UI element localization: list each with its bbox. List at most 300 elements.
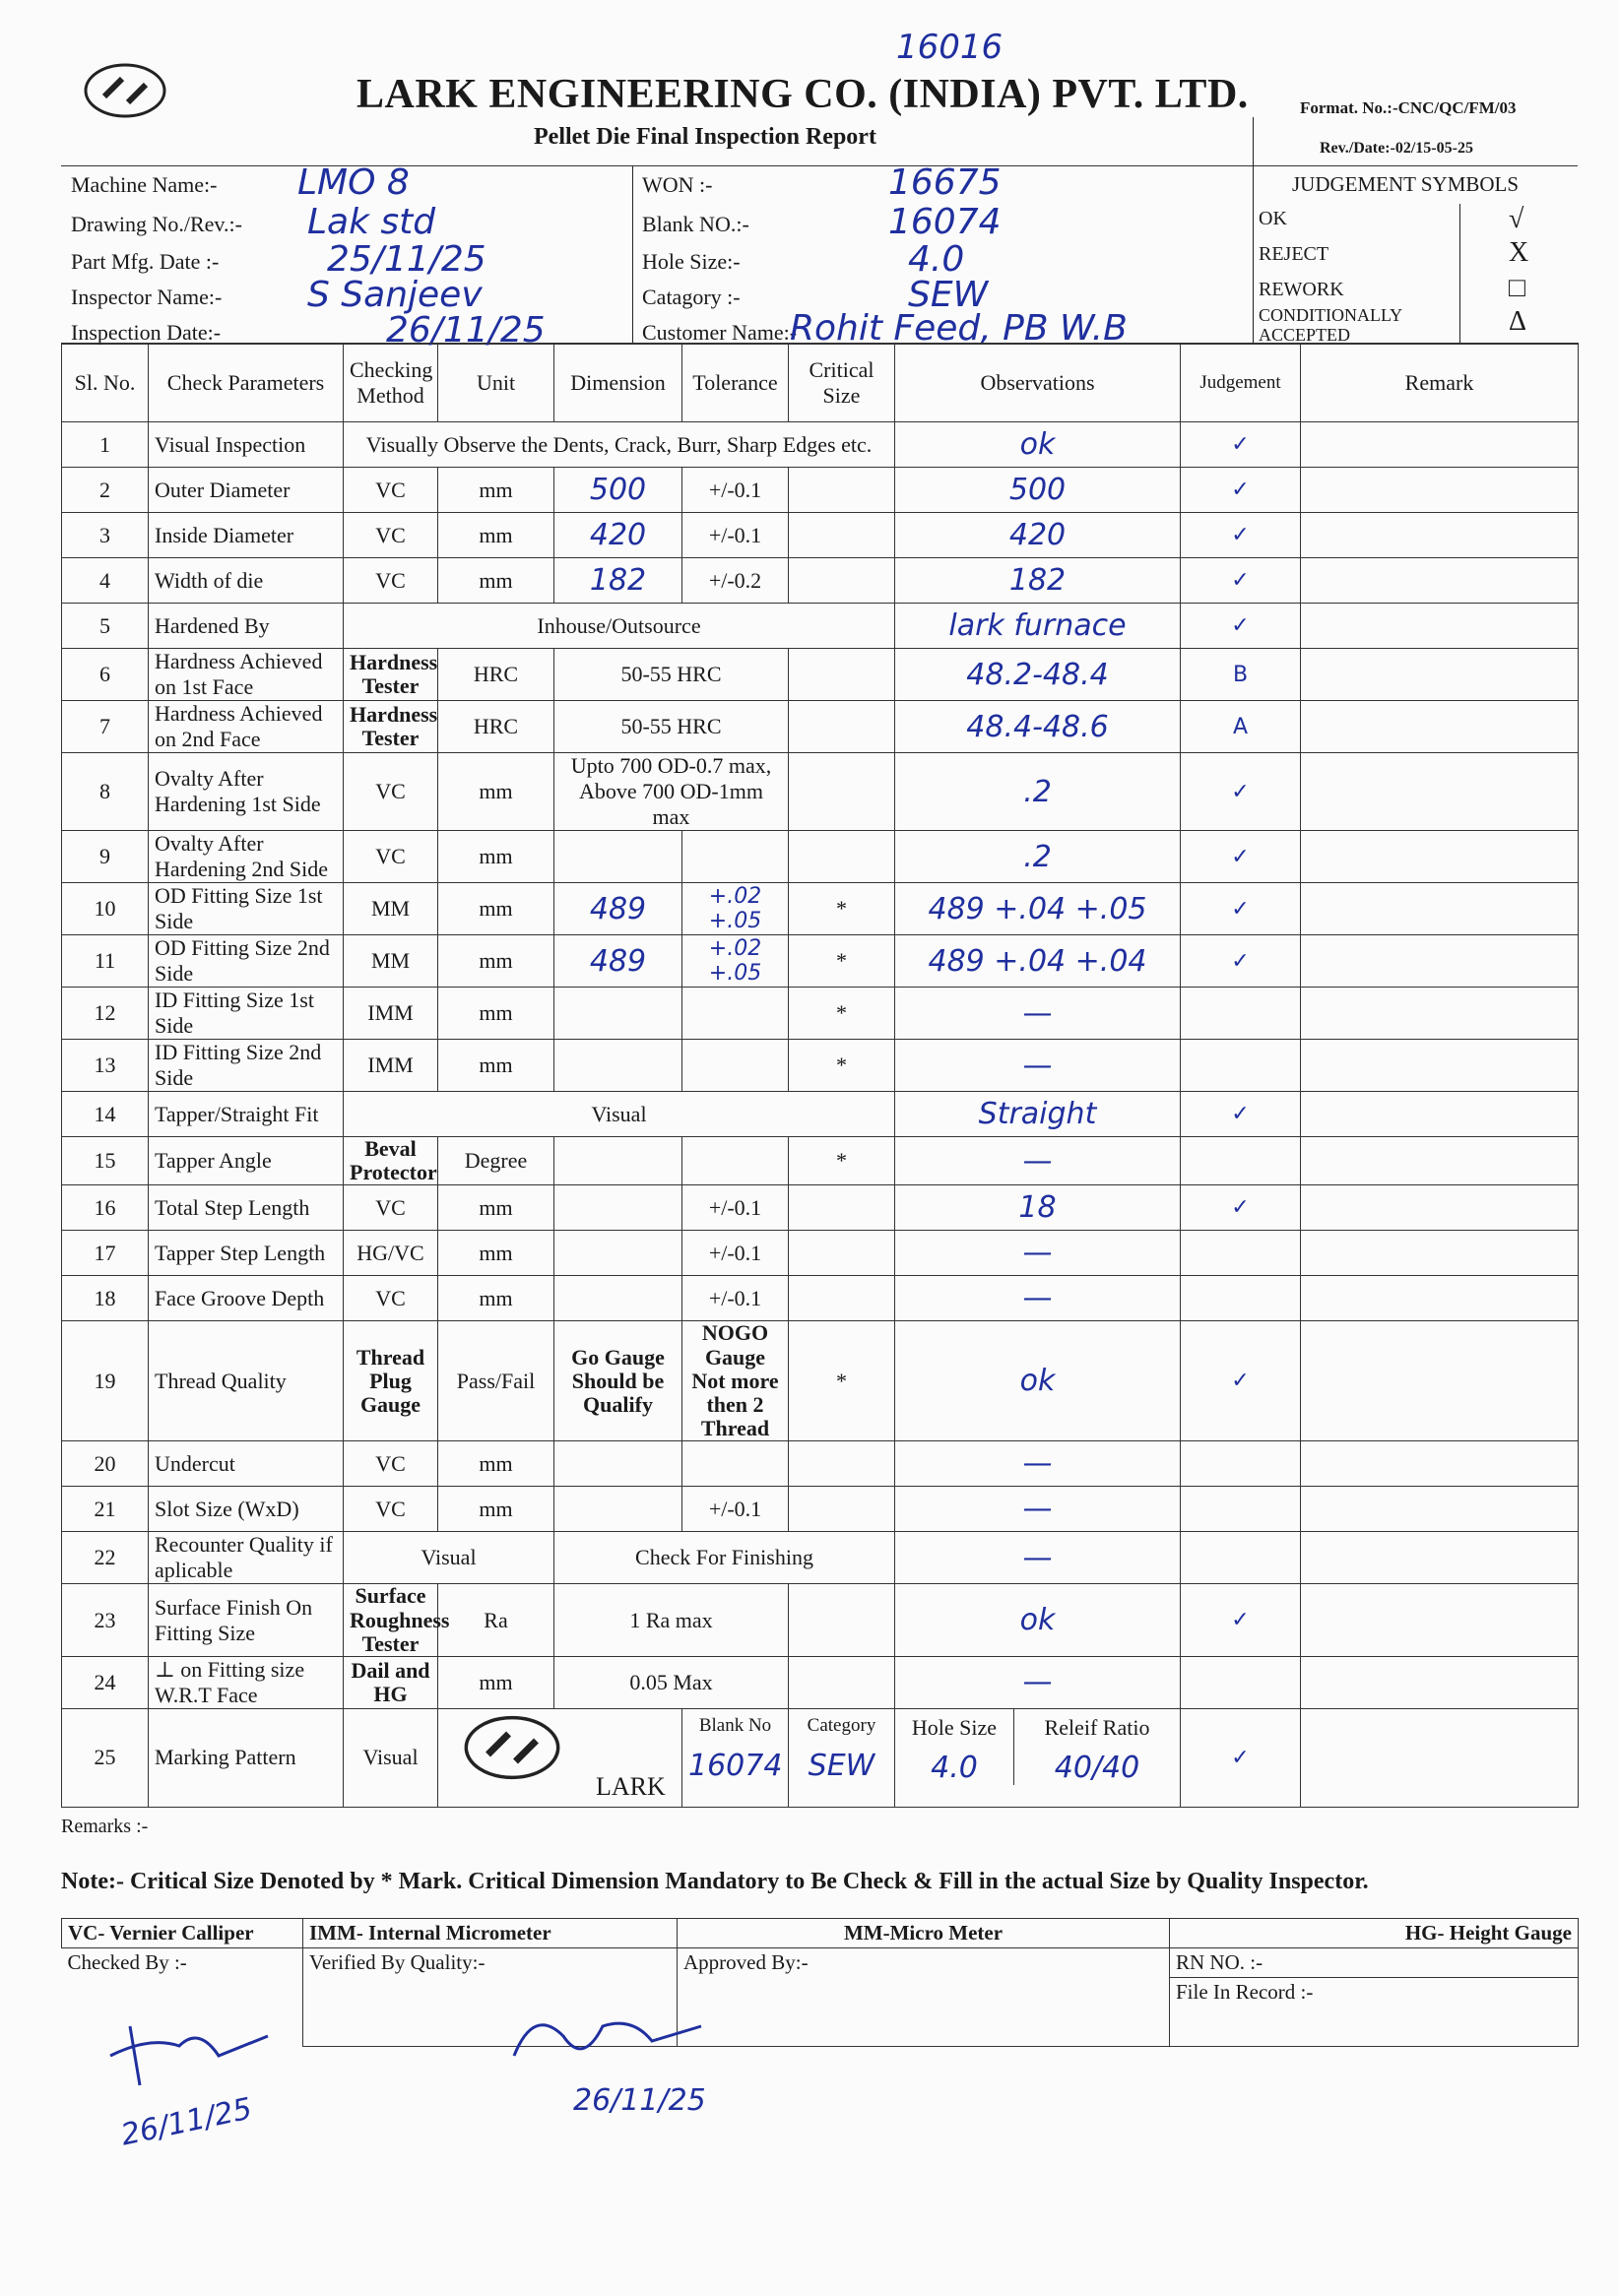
judgement-symbols-title: JUDGEMENT SYMBOLS: [1292, 172, 1520, 196]
document-number-stamp: 16016: [896, 28, 1004, 67]
remark-cell: [1301, 1708, 1579, 1807]
sl-cell: 16: [62, 1185, 149, 1231]
sl-cell: 21: [62, 1487, 149, 1532]
file-record-label: File In Record :-: [1176, 1980, 1314, 2004]
table-row: [62, 701, 1579, 753]
remark-cell: [1301, 1231, 1579, 1276]
param-cell: Hardness Achieved on 2nd Face: [149, 701, 344, 753]
param-cell: Ovalty After Hardening 2nd Side: [149, 831, 344, 883]
merged-spec-cell: Inhouse/Outsource: [344, 604, 895, 649]
observation-cell: ok: [895, 1321, 1181, 1441]
sl-cell: 14: [62, 1092, 149, 1137]
judgement-cell: [1181, 1656, 1301, 1708]
remark-cell: [1301, 1040, 1579, 1092]
col-dimension: Dimension: [554, 344, 682, 422]
table-row: [62, 1584, 1579, 1657]
critical-cell: [789, 1584, 895, 1657]
remark-cell: [1301, 649, 1579, 701]
method-cell: Visual: [344, 1708, 438, 1807]
table-row: [62, 1092, 1579, 1137]
remark-cell: [1301, 468, 1579, 513]
observation-cell: —: [895, 1231, 1181, 1276]
judgement-cell: ✓: [1181, 1584, 1301, 1657]
param-cell: Recounter Quality if aplicable: [149, 1532, 344, 1584]
critical-cell: [789, 468, 895, 513]
judgement-cell: [1181, 1231, 1301, 1276]
unit-cell: mm: [438, 831, 554, 883]
param-cell: Hardened By: [149, 604, 344, 649]
category-label-cell: Category: [807, 1714, 876, 1736]
inspector-value: S Sanjeev: [307, 275, 483, 315]
table-row: [62, 468, 1579, 513]
spec-cell: Check For Finishing: [554, 1532, 895, 1584]
method-cell: Surface Roughness Tester: [344, 1584, 438, 1657]
method-cell: HG/VC: [344, 1231, 438, 1276]
ok-symbol-icon: √: [1509, 204, 1524, 234]
judgement-cell: ✓: [1181, 1092, 1301, 1137]
checked-by-date: 26/11/25: [117, 2091, 255, 2153]
judgement-cell: ✓: [1181, 1708, 1301, 1807]
dimension-cell: Go Gauge Should be Qualify: [554, 1321, 682, 1441]
tolerance-cell: +/-0.1: [682, 1185, 789, 1231]
observation-cell: 182: [895, 558, 1181, 604]
hole-relief-cell: [895, 1708, 1181, 1807]
table-row: [62, 1040, 1579, 1092]
remark-cell: [1301, 422, 1579, 468]
critical-cell: [789, 649, 895, 701]
brand-cell: [438, 1708, 682, 1807]
param-cell: Tapper/Straight Fit: [149, 1092, 344, 1137]
checked-by-signature-icon: [91, 1997, 288, 2115]
param-cell: Marking Pattern: [149, 1708, 344, 1807]
conditional-label: CONDITIONALLY ACCEPTED: [1259, 305, 1402, 345]
param-cell: ID Fitting Size 2nd Side: [149, 1040, 344, 1092]
tolerance-cell: [682, 1441, 789, 1487]
remark-cell: [1301, 513, 1579, 558]
critical-cell: [789, 1276, 895, 1321]
param-cell: OD Fitting Size 2nd Side: [149, 935, 344, 988]
param-cell: OD Fitting Size 1st Side: [149, 883, 344, 935]
method-cell: Hardness Tester: [344, 649, 438, 701]
judgement-cell: [1181, 988, 1301, 1040]
sl-cell: 9: [62, 831, 149, 883]
observation-cell: —: [895, 1040, 1181, 1092]
col-param: Check Parameters: [149, 344, 344, 422]
critical-cell: [789, 1656, 895, 1708]
method-cell: VC: [344, 513, 438, 558]
observation-cell: 18: [895, 1185, 1181, 1231]
observation-cell: —: [895, 1656, 1181, 1708]
sl-cell: 18: [62, 1276, 149, 1321]
spec-cell: 1 Ra max: [554, 1584, 789, 1657]
sl-cell: 22: [62, 1532, 149, 1584]
category-cell: [789, 1708, 895, 1807]
marking-row: [62, 1708, 1579, 1807]
method-cell: IMM: [344, 988, 438, 1040]
spec-cell: Upto 700 OD-0.7 max, Above 700 OD-1mm max: [554, 753, 789, 831]
remark-cell: [1301, 988, 1579, 1040]
blank-no-value: 16074: [688, 1748, 783, 1783]
method-cell: MM: [344, 935, 438, 988]
spec-cell: 0.05 Max: [554, 1656, 789, 1708]
param-cell: Surface Finish On Fitting Size: [149, 1584, 344, 1657]
sl-cell: 6: [62, 649, 149, 701]
method-cell: VC: [344, 1441, 438, 1487]
dimension-cell: [554, 1185, 682, 1231]
unit-cell: mm: [438, 1276, 554, 1321]
judgement-cell: ✓: [1181, 883, 1301, 935]
company-name: LARK ENGINEERING CO. (INDIA) PVT. LTD.: [356, 72, 1249, 117]
judgement-cell: [1181, 1487, 1301, 1532]
remark-cell: [1301, 604, 1579, 649]
method-cell: Visual: [344, 1532, 554, 1584]
merged-spec-cell: Visually Observe the Dents, Crack, Burr, Sharp Edges etc.: [344, 422, 895, 468]
judgement-cell: [1181, 1276, 1301, 1321]
tolerance-cell: +/-0.1: [682, 513, 789, 558]
param-cell: Ovalty After Hardening 1st Side: [149, 753, 344, 831]
method-cell: Hardness Tester: [344, 701, 438, 753]
dimension-cell: [554, 1040, 682, 1092]
table-row: [62, 1137, 1579, 1185]
judgement-symbols: [1253, 204, 1578, 344]
observation-cell: —: [895, 1276, 1181, 1321]
remark-cell: [1301, 1185, 1579, 1231]
judgement-cell: ✓: [1181, 935, 1301, 988]
table-row: [62, 1487, 1579, 1532]
method-cell: VC: [344, 1185, 438, 1231]
param-cell: Hardness Achieved on 1st Face: [149, 649, 344, 701]
remark-cell: [1301, 1321, 1579, 1441]
param-cell: Total Step Length: [149, 1185, 344, 1231]
legend-hg: HG- Height Gauge: [1170, 1919, 1579, 1948]
unit-cell: mm: [438, 1185, 554, 1231]
dimension-cell: 489: [554, 883, 682, 935]
table-row: [62, 604, 1579, 649]
unit-cell: HRC: [438, 701, 554, 753]
table-row: [62, 1441, 1579, 1487]
col-sl: Sl. No.: [62, 344, 149, 422]
inspection-report: [61, 57, 1578, 2153]
param-cell: Thread Quality: [149, 1321, 344, 1441]
sl-cell: 10: [62, 883, 149, 935]
hole-size-value: 4.0: [931, 1750, 978, 1785]
footer-block: [61, 1918, 1578, 2153]
customer-label: Customer Name:-: [642, 320, 798, 345]
remark-cell: [1301, 753, 1579, 831]
remark-cell: [1301, 935, 1579, 988]
table-row: [62, 831, 1579, 883]
judgement-cell: B: [1181, 649, 1301, 701]
dimension-cell: [554, 1441, 682, 1487]
unit-cell: mm: [438, 988, 554, 1040]
param-cell: ID Fitting Size 1st Side: [149, 988, 344, 1040]
verified-by-date: 26/11/25: [573, 2083, 706, 2118]
table-row: [62, 1185, 1579, 1231]
blank-no-label: Blank No: [698, 1714, 772, 1736]
table-row: [62, 753, 1579, 831]
tolerance-cell: +/-0.1: [682, 468, 789, 513]
customer-value: Rohit Feed, PB W.B: [790, 308, 1128, 349]
col-tolerance: Tolerance: [682, 344, 789, 422]
critical-cell: *: [789, 1321, 895, 1441]
table-row: [62, 558, 1579, 604]
merged-spec-cell: Visual: [344, 1092, 895, 1137]
mfg-date-label: Part Mfg. Date :-: [71, 249, 220, 274]
critical-cell: [789, 753, 895, 831]
reject-label: REJECT: [1259, 243, 1329, 265]
observation-cell: ok: [895, 422, 1181, 468]
sl-cell: 1: [62, 422, 149, 468]
tolerance-cell: [682, 1137, 789, 1185]
verified-by-signature-icon: [494, 1997, 711, 2085]
judgement-cell: A: [1181, 701, 1301, 753]
critical-cell: *: [789, 988, 895, 1040]
unit-cell: mm: [438, 753, 554, 831]
table-row: [62, 649, 1579, 701]
observation-cell: lark furnace: [895, 604, 1181, 649]
critical-cell: [789, 1487, 895, 1532]
critical-cell: *: [789, 935, 895, 988]
remarks-label: Remarks :-: [61, 1815, 149, 1837]
sl-cell: 8: [62, 753, 149, 831]
method-cell: MM: [344, 883, 438, 935]
method-cell: VC: [344, 831, 438, 883]
unit-cell: mm: [438, 468, 554, 513]
method-cell: Beval Protector: [344, 1137, 438, 1185]
report-title: Pellet Die Final Inspection Report: [534, 124, 876, 150]
table-row: [62, 1231, 1579, 1276]
remark-cell: [1301, 1441, 1579, 1487]
critical-cell: [789, 1441, 895, 1487]
unit-cell: mm: [438, 883, 554, 935]
method-cell: VC: [344, 1487, 438, 1532]
judgement-cell: ✓: [1181, 604, 1301, 649]
col-observations: Observations: [895, 344, 1181, 422]
dimension-cell: [554, 1137, 682, 1185]
method-cell: VC: [344, 1276, 438, 1321]
judgement-cell: [1181, 1137, 1301, 1185]
revision-date: Rev./Date:-02/15-05-25: [1320, 140, 1473, 157]
unit-cell: Ra: [438, 1584, 554, 1657]
critical-cell: *: [789, 1040, 895, 1092]
critical-cell: [789, 558, 895, 604]
sl-cell: 2: [62, 468, 149, 513]
hole-value: 4.0: [908, 239, 965, 280]
inspector-label: Inspector Name:-: [71, 285, 223, 309]
observation-cell: 489 +.04 +.05: [895, 883, 1181, 935]
judgement-cell: ✓: [1181, 831, 1301, 883]
table-row: [62, 988, 1579, 1040]
method-cell: Thread Plug Gauge: [344, 1321, 438, 1441]
inspection-date-label: Inspection Date:-: [71, 320, 222, 345]
tolerance-cell: [682, 988, 789, 1040]
ok-label: OK: [1259, 208, 1287, 229]
tolerance-cell: +.02 +.05: [682, 935, 789, 988]
remark-cell: [1301, 883, 1579, 935]
param-cell: Visual Inspection: [149, 422, 344, 468]
tolerance-cell: +/-0.2: [682, 558, 789, 604]
company-logo-icon: [83, 61, 167, 120]
tolerance-cell: [682, 1040, 789, 1092]
critical-cell: [789, 831, 895, 883]
sl-cell: 24: [62, 1656, 149, 1708]
param-cell: Undercut: [149, 1441, 344, 1487]
unit-cell: Degree: [438, 1137, 554, 1185]
dimension-cell: [554, 1487, 682, 1532]
col-judgement: Judgement: [1181, 344, 1301, 422]
observation-cell: —: [895, 988, 1181, 1040]
col-unit: Unit: [438, 344, 554, 422]
method-cell: VC: [344, 558, 438, 604]
col-critical: Critical Size: [789, 344, 895, 422]
relief-ratio-value: 40/40: [1054, 1750, 1140, 1785]
tolerance-cell: +.02 +.05: [682, 883, 789, 935]
judgement-cell: [1181, 1532, 1301, 1584]
sl-cell: 12: [62, 988, 149, 1040]
observation-cell: 500: [895, 468, 1181, 513]
brand-text: LARK: [596, 1771, 666, 1801]
unit-cell: mm: [438, 1231, 554, 1276]
legend-mm: MM-Micro Meter: [678, 1919, 1170, 1948]
dimension-cell: 182: [554, 558, 682, 604]
param-cell: Tapper Step Length: [149, 1231, 344, 1276]
unit-cell: mm: [438, 935, 554, 988]
approved-by-label: Approved By:-: [678, 1948, 1170, 2047]
sl-cell: 7: [62, 701, 149, 753]
won-value: 16675: [888, 162, 1002, 203]
lark-logo-icon: [448, 1713, 576, 1782]
sl-cell: 25: [62, 1708, 149, 1807]
format-number: Format. No.:-CNC/QC/FM/03: [1300, 98, 1517, 117]
param-cell: Inside Diameter: [149, 513, 344, 558]
param-cell: Face Groove Depth: [149, 1276, 344, 1321]
col-remark: Remark: [1301, 344, 1579, 422]
param-cell: Outer Diameter: [149, 468, 344, 513]
table-row: [62, 1656, 1579, 1708]
dimension-cell: 489: [554, 935, 682, 988]
sl-cell: 3: [62, 513, 149, 558]
unit-cell: mm: [438, 1040, 554, 1092]
blank-label: Blank NO.:-: [642, 212, 749, 236]
critical-cell: [789, 1231, 895, 1276]
sl-cell: 11: [62, 935, 149, 988]
table-row: [62, 513, 1579, 558]
param-cell: Width of die: [149, 558, 344, 604]
inspection-date-value: 26/11/25: [386, 310, 546, 351]
mfg-date-value: 25/11/25: [327, 239, 486, 280]
remark-cell: [1301, 1584, 1579, 1657]
table-row: [62, 1276, 1579, 1321]
category-value-cell: SEW: [808, 1748, 875, 1783]
observation-cell: Straight: [895, 1092, 1181, 1137]
table-row: [62, 1321, 1579, 1441]
judgement-cell: ✓: [1181, 1321, 1301, 1441]
conditional-symbol-icon: Δ: [1509, 306, 1527, 337]
unit-cell: mm: [438, 513, 554, 558]
sl-cell: 5: [62, 604, 149, 649]
dimension-cell: [554, 1276, 682, 1321]
sl-cell: 4: [62, 558, 149, 604]
rework-label: REWORK: [1259, 279, 1344, 300]
drawing-label: Drawing No./Rev.:-: [71, 212, 242, 236]
remark-cell: [1301, 1656, 1579, 1708]
judgement-cell: ✓: [1181, 1185, 1301, 1231]
critical-note: Note:- Critical Size Denoted by * Mark. Critical Dimension Mandatory to Be Check & Fill in the actual Size by Quality Inspector.: [61, 1869, 1369, 1894]
tolerance-cell: +/-0.1: [682, 1276, 789, 1321]
category-label: Catagory :-: [642, 285, 741, 309]
judgement-cell: ✓: [1181, 513, 1301, 558]
unit-cell: HRC: [438, 649, 554, 701]
sl-cell: 13: [62, 1040, 149, 1092]
remark-cell: [1301, 831, 1579, 883]
sl-cell: 20: [62, 1441, 149, 1487]
judgement-cell: [1181, 1040, 1301, 1092]
judgement-cell: ✓: [1181, 558, 1301, 604]
dimension-cell: 420: [554, 513, 682, 558]
legend-vc: VC- Vernier Calliper: [62, 1919, 303, 1948]
machine-name-value: LMO 8: [297, 162, 410, 203]
machine-name-label: Machine Name:-: [71, 172, 218, 197]
table-row: [62, 935, 1579, 988]
unit-cell: mm: [438, 1441, 554, 1487]
observation-cell: 420: [895, 513, 1181, 558]
remark-cell: [1301, 1092, 1579, 1137]
observation-cell: 489 +.04 +.04: [895, 935, 1181, 988]
unit-cell: Pass/Fail: [438, 1321, 554, 1441]
header-block: [61, 162, 1578, 351]
observation-cell: 48.2-48.4: [895, 649, 1181, 701]
observation-cell: .2: [895, 753, 1181, 831]
tolerance-cell: +/-0.1: [682, 1231, 789, 1276]
method-cell: VC: [344, 753, 438, 831]
param-cell: Tapper Angle: [149, 1137, 344, 1185]
table-row: [62, 422, 1579, 468]
table-row: [62, 1532, 1579, 1584]
critical-cell: [789, 701, 895, 753]
remark-cell: [1301, 1532, 1579, 1584]
tolerance-cell: +/-0.1: [682, 1487, 789, 1532]
dimension-cell: [554, 988, 682, 1040]
observation-cell: —: [895, 1441, 1181, 1487]
critical-cell: [789, 513, 895, 558]
critical-cell: [789, 1185, 895, 1231]
remark-cell: [1301, 1137, 1579, 1185]
sl-cell: 19: [62, 1321, 149, 1441]
checked-by-label: Checked By :-: [67, 1950, 187, 1974]
method-cell: VC: [344, 468, 438, 513]
critical-cell: *: [789, 883, 895, 935]
blank-no-cell: [682, 1708, 789, 1807]
record-cell: [1170, 1948, 1579, 2047]
dimension-cell: 500: [554, 468, 682, 513]
remark-cell: [1301, 1276, 1579, 1321]
unit-cell: mm: [438, 1487, 554, 1532]
sl-cell: 15: [62, 1137, 149, 1185]
remark-cell: [1301, 701, 1579, 753]
verified-by-label: Verified By Quality:-: [303, 1948, 678, 2047]
method-cell: Dail and HG: [344, 1656, 438, 1708]
sl-cell: 23: [62, 1584, 149, 1657]
observation-cell: .2: [895, 831, 1181, 883]
category-value: SEW: [908, 275, 989, 315]
remark-cell: [1301, 558, 1579, 604]
hole-size-label: Hole Size: [911, 1714, 998, 1740]
table-row: [62, 883, 1579, 935]
sl-cell: 17: [62, 1231, 149, 1276]
col-method: Checking Method: [344, 344, 438, 422]
tolerance-cell: [682, 831, 789, 883]
rework-symbol-icon: □: [1509, 273, 1525, 303]
